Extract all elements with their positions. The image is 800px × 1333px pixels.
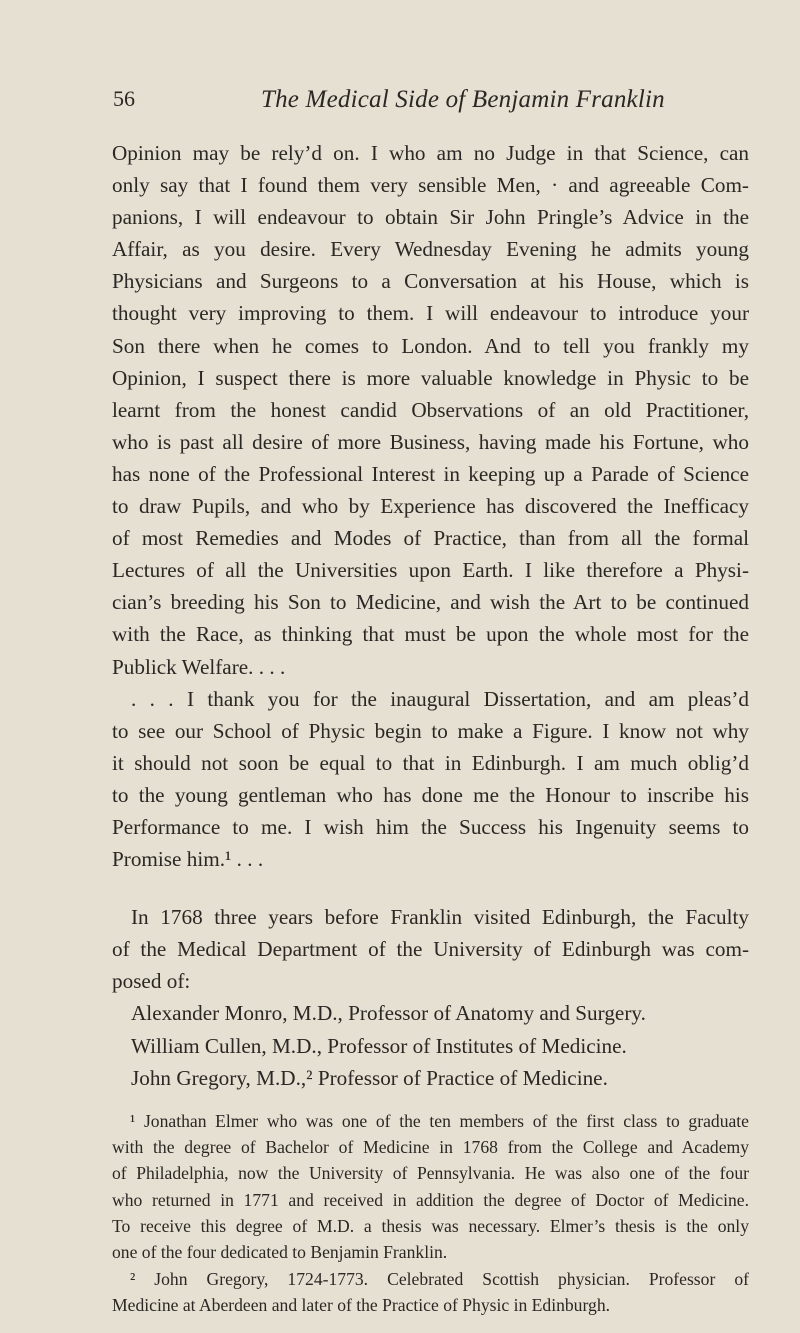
footnote-line: ² John Gregory, 1724-1773. Celebrated Scottish physician. Professor of	[130, 1268, 749, 1289]
text-line: Publick Welfare. . . .	[112, 654, 286, 679]
text-line: cian’s breeding his Son to Medicine, and wish the Art to be continued	[112, 590, 749, 615]
text-line: thought very improving to them. I will endeavour to introduce your	[112, 301, 749, 326]
text-line: Son there when he comes to London. And to tell you frankly my	[112, 333, 749, 358]
text-line: Promise him.¹ . . .	[112, 847, 264, 872]
letter-paragraph-1	[112, 137, 749, 683]
text-line: In 1768 three years before Franklin visited Edinburgh, the Faculty	[131, 905, 749, 930]
text-line: only say that I found them very sensible Men, · and agreeable Com-	[112, 173, 749, 198]
text-line: learnt from the honest candid Observations of an old Practitioner,	[112, 397, 749, 422]
faculty-item: William Cullen, M.D., Professor of Institutes of Medicine.	[131, 1033, 627, 1058]
footnote-line: Medicine at Aberdeen and later of the Practice of Physic in Edinburgh.	[112, 1294, 611, 1315]
text-line: to the young gentleman who has done me the Honour to inscribe his	[112, 782, 749, 807]
text-line: Opinion, I suspect there is more valuable knowledge in Physic to be	[112, 365, 749, 390]
text-line: to draw Pupils, and who by Experience has discovered the Inefficacy	[112, 494, 749, 519]
footnote-line: of Philadelphia, now the University of Pennsylvania. He was also one of the four	[112, 1163, 749, 1184]
footnotes	[112, 1108, 749, 1318]
paragraph-3	[112, 901, 749, 997]
faculty-list	[112, 997, 749, 1093]
running-title: The Medical Side of Benjamin Franklin	[261, 86, 665, 113]
faculty-item: Alexander Monro, M.D., Professor of Anatomy and Surgery.	[131, 1001, 646, 1026]
text-line: Physicians and Surgeons to a Conversation at his House, which is	[112, 269, 749, 294]
text-line: with the Race, as thinking that must be upon the whole most for the	[112, 622, 749, 647]
text-line: of the Medical Department of the University of Edinburgh was com-	[112, 937, 749, 962]
text-line: Lectures of all the Universities upon Earth. I like therefore a Physi-	[112, 558, 749, 583]
footnote-line: ¹ Jonathan Elmer who was one of the ten members of the first class to graduate	[130, 1110, 749, 1131]
section-gap	[112, 875, 749, 901]
text-line: who is past all desire of more Business, having made his Fortune, who	[112, 429, 749, 454]
text-line: panions, I will endeavour to obtain Sir John Pringle’s Advice in the	[112, 205, 749, 230]
text-line: . . . I thank you for the inaugural Dissertation, and am pleas’d	[131, 686, 749, 711]
text-line: posed of:	[112, 969, 191, 994]
text-line: it should not soon be equal to that in Edinburgh. I am much oblig’d	[112, 750, 749, 775]
footnote-line: To receive this degree of M.D. a thesis was necessary. Elmer’s thesis is the only	[112, 1215, 749, 1236]
footnote-line: who returned in 1771 and received in addition the degree of Doctor of Medicine.	[112, 1189, 749, 1210]
page-body	[112, 137, 749, 1318]
page-header	[113, 86, 740, 126]
text-line: has none of the Professional Interest in keeping up a Parade of Science	[112, 461, 749, 486]
letter-paragraph-2	[112, 683, 749, 876]
footnote-line: one of the four dedicated to Benjamin Franklin.	[112, 1242, 448, 1263]
footnote-line: with the degree of Bachelor of Medicine in 1768 from the College and Academy	[112, 1137, 749, 1158]
text-line: Affair, as you desire. Every Wednesday Evening he admits young	[112, 237, 749, 262]
text-line: to see our School of Physic begin to make a Figure. I know not why	[112, 718, 749, 743]
text-line: Opinion may be rely’d on. I who am no Judge in that Science, can	[112, 141, 749, 165]
faculty-item: John Gregory, M.D.,² Professor of Practice of Medicine.	[131, 1065, 608, 1090]
text-line: of most Remedies and Modes of Practice, than from all the formal	[112, 526, 749, 551]
text-line: Performance to me. I wish him the Success his Ingenuity seems to	[112, 814, 749, 839]
page-number: 56	[113, 86, 135, 111]
